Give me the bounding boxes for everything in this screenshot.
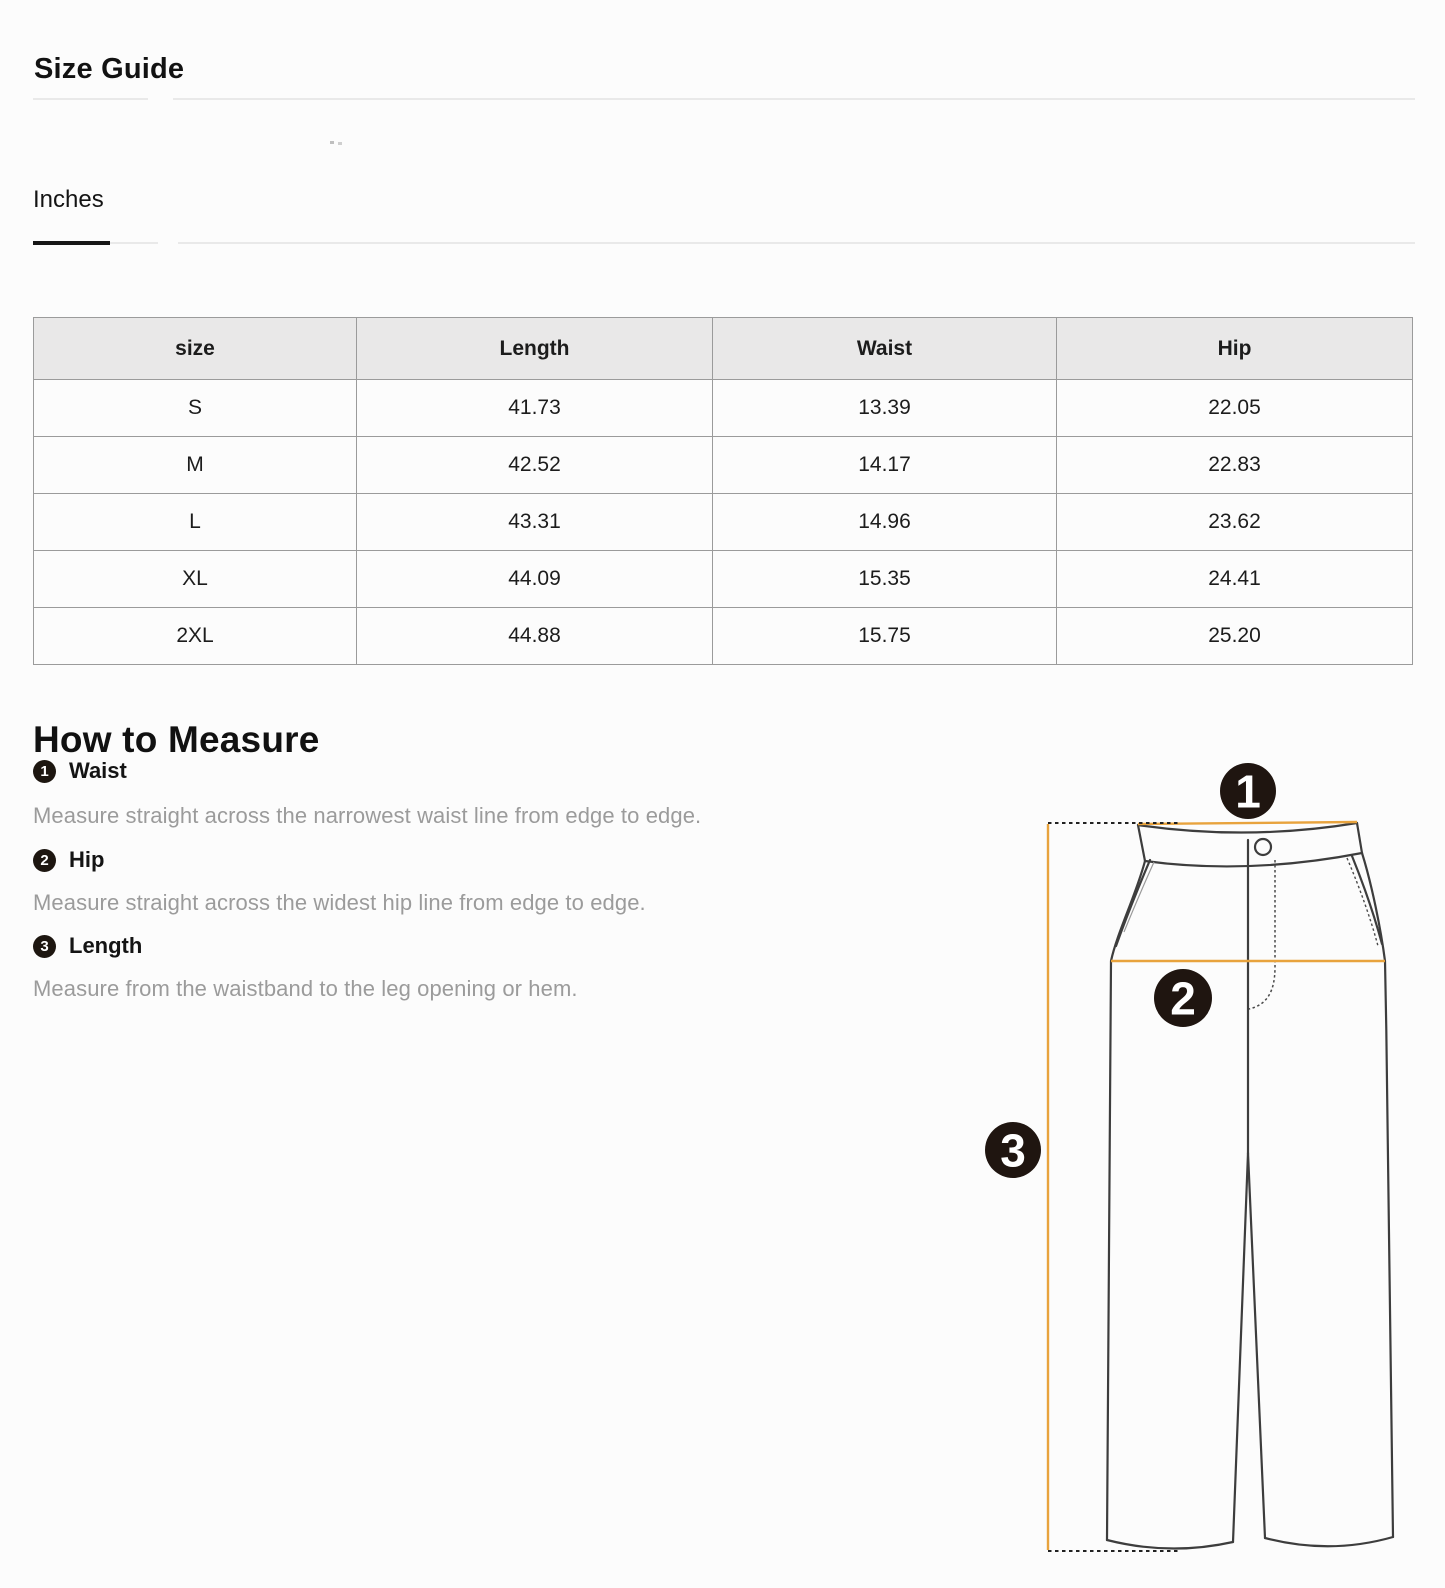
tab-bar-divider xyxy=(178,242,1415,244)
tab-inches[interactable]: Inches xyxy=(33,186,104,213)
svg-text:1: 1 xyxy=(1235,765,1261,818)
waistband-button xyxy=(1255,839,1271,855)
table-row xyxy=(34,437,1413,494)
hip-cell: 24.41 xyxy=(1057,551,1413,608)
waist-cell: 15.75 xyxy=(713,608,1057,665)
page-title: Size Guide xyxy=(34,53,185,86)
waist-cell: 14.17 xyxy=(713,437,1057,494)
measure-item-label: Hip xyxy=(69,847,105,872)
left-pocket-inner-line xyxy=(1124,862,1154,932)
header-divider xyxy=(33,98,148,100)
measure-item-label: Waist xyxy=(69,758,127,783)
table-row xyxy=(34,494,1413,551)
header-divider xyxy=(173,98,1415,100)
measure-item-description: Measure straight across the widest hip line from edge to edge. xyxy=(33,890,646,915)
measure-item-hip xyxy=(33,848,104,872)
size-cell: 2XL xyxy=(34,608,357,665)
measure-item-label: Length xyxy=(69,933,143,958)
number-1-badge: 1 xyxy=(33,760,56,783)
waist-cell: 14.96 xyxy=(713,494,1057,551)
length-cell: 41.73 xyxy=(357,380,713,437)
svg-text:3: 3 xyxy=(1000,1124,1026,1177)
measure-item-description: Measure from the waistband to the leg opening or hem. xyxy=(33,976,578,1001)
column-header-size: size xyxy=(34,318,357,380)
column-header-hip: Hip xyxy=(1057,318,1413,380)
fly-stitch-line xyxy=(1249,860,1275,1009)
waist-cell: 15.35 xyxy=(713,551,1057,608)
image-artifact xyxy=(330,140,344,145)
size-cell: L xyxy=(34,494,357,551)
right-pocket-stitch-line xyxy=(1347,858,1378,946)
left-pocket-line xyxy=(1116,860,1150,946)
size-cell: M xyxy=(34,437,357,494)
marker-2-hip xyxy=(1154,969,1212,1027)
table-row xyxy=(34,608,1413,665)
waist-measure-line xyxy=(1138,822,1357,824)
how-to-measure-title: How to Measure xyxy=(33,718,320,760)
hip-cell: 22.05 xyxy=(1057,380,1413,437)
length-cell: 44.88 xyxy=(357,608,713,665)
table-row xyxy=(34,551,1413,608)
marker-3-length xyxy=(985,1122,1041,1178)
size-chart-table xyxy=(33,317,1413,665)
measure-item-description: Measure straight across the narrowest waist line from edge to edge. xyxy=(33,803,702,828)
measure-item-length xyxy=(33,934,142,958)
number-2-badge: 2 xyxy=(33,849,56,872)
table-row xyxy=(34,380,1413,437)
length-cell: 43.31 xyxy=(357,494,713,551)
marker-1-waist xyxy=(1220,763,1276,819)
table-header-row xyxy=(34,318,1413,380)
hip-cell: 23.62 xyxy=(1057,494,1413,551)
svg-text:2: 2 xyxy=(1170,972,1196,1025)
measure-item-waist xyxy=(33,759,127,783)
hip-cell: 22.83 xyxy=(1057,437,1413,494)
size-cell: S xyxy=(34,380,357,437)
column-header-length: Length xyxy=(357,318,713,380)
hip-cell: 25.20 xyxy=(1057,608,1413,665)
active-tab-indicator xyxy=(33,241,110,245)
length-cell: 44.09 xyxy=(357,551,713,608)
length-cell: 42.52 xyxy=(357,437,713,494)
waist-cell: 13.39 xyxy=(713,380,1057,437)
size-cell: XL xyxy=(34,551,357,608)
pants-measurement-diagram xyxy=(960,735,1445,1588)
column-header-waist: Waist xyxy=(713,318,1057,380)
number-3-badge: 3 xyxy=(33,935,56,958)
pants-outline xyxy=(1107,823,1393,1549)
